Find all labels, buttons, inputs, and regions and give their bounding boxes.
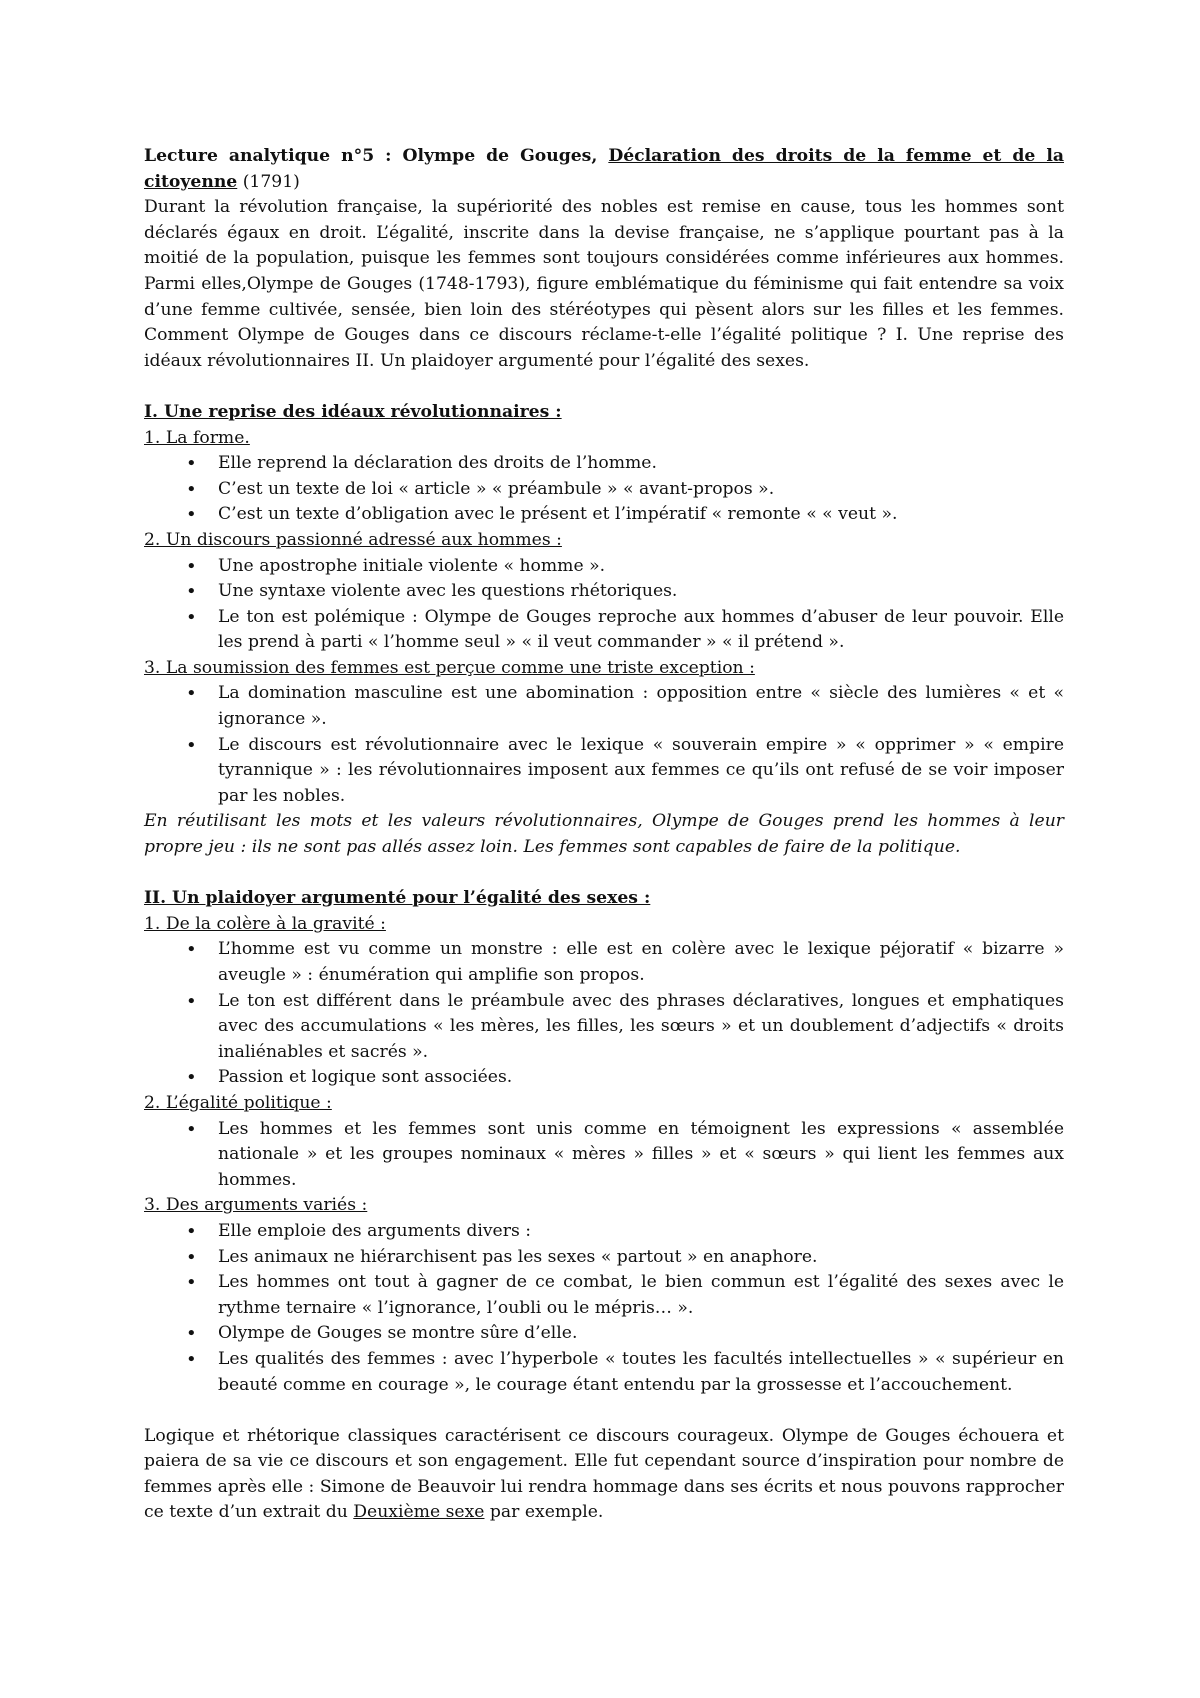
part1-section2-list (144, 554, 1064, 656)
spacer (144, 1398, 1064, 1424)
title-lead: Lecture analytique n°5 : Olympe de Gouges, (144, 146, 609, 166)
part2-section3-title: 3. Des arguments variés : (144, 1195, 368, 1216)
document-title (144, 144, 1064, 170)
part2-section2-title: 2. L’égalité politique : (144, 1092, 332, 1113)
list-item: • Une apostrophe initiale violente « homme ». (144, 554, 1064, 580)
part1-conclusion: En réutilisant les mots et les valeurs révolutionnaires, Olympe de Gouges prend les hommes à leur propre jeu : ils ne sont pas allés assez loin. Les femmes sont capables de faire de la politique. (144, 811, 1064, 858)
list-item: • Une syntaxe violente avec les questions rhétoriques. (144, 579, 1064, 605)
list-item: • Le discours est révolutionnaire avec le lexique « souverain empire » « opprimer » « empire tyrannique » : les révolutionnaires imposent aux femmes ce qu’ils ont refusé de se voir imposer par les nobles. (144, 733, 1064, 810)
part1-section3-list (144, 681, 1064, 809)
list-item: • Le ton est différent dans le préambule avec des phrases déclaratives, longues et emphatiques avec des accumulations « les mères, les filles, les sœurs » et un doublement d’adjectifs « droits inaliénables et sacrés ». (144, 989, 1064, 1066)
final-text: Logique et rhétorique classiques caractérisent ce discours courageux. Olympe de Gouges échouera et paiera de sa vie ce discours et son engagement. Elle fut cependant source d’inspiration pour nombre de femmes après elle : Simone de Beauvoir lui rendra hommage dans ses écrits et nous pouvons rapprocher ce texte d’un extrait du (144, 1425, 1064, 1523)
part2-heading: II. Un plaidoyer argumenté pour l’égalité des sexes : (144, 888, 651, 909)
part1-section1-list (144, 451, 1064, 528)
list-item: • Les animaux ne hiérarchisent pas les sexes « partout » en anaphore. (144, 1245, 1064, 1271)
list-item: • Passion et logique sont associées. (144, 1065, 1064, 1091)
list-item: • Elle emploie des arguments divers : (144, 1219, 1064, 1245)
part1-section3-title: 3. La soumission des femmes est perçue comme une triste exception : (144, 657, 755, 678)
part2-section2-list (144, 1117, 1064, 1194)
part1-section2-title: 2. Un discours passionné adressé aux hommes : (144, 529, 562, 550)
spacer (144, 861, 1064, 887)
title-year: (1791) (237, 171, 300, 192)
list-item: • Elle reprend la déclaration des droits de l’homme. (144, 451, 1064, 477)
part1-section1-title: 1. La forme. (144, 427, 250, 448)
list-item: • Les hommes ont tout à gagner de ce combat, le bien commun est l’égalité des sexes avec le rythme ternaire « l’ignorance, l’oubli ou le mépris… ». (144, 1270, 1064, 1321)
list-item: • Olympe de Gouges se montre sûre d’elle. (144, 1321, 1064, 1347)
list-item: • L’homme est vu comme un monstre : elle est en colère avec le lexique péjoratif « bizarre » aveugle » : énumération qui amplifie son propos. (144, 937, 1064, 988)
part1-heading: I. Une reprise des idéaux révolutionnaires : (144, 401, 562, 422)
document-page (144, 144, 1064, 1526)
part2-section3-list (144, 1219, 1064, 1398)
document-title-cont (144, 170, 1064, 196)
list-item: • La domination masculine est une abomination : opposition entre « siècle des lumières « et « ignorance ». (144, 681, 1064, 732)
list-item: • Les hommes et les femmes sont unis comme en témoignent les expressions « assemblée nationale » et les groupes nominaux « mères » filles » et « sœurs » qui lient les femmes aux hommes. (144, 1117, 1064, 1194)
title-work-line2: citoyenne (144, 171, 238, 192)
final-work-title: Deuxième sexe (353, 1502, 485, 1523)
title-work-line1: Déclaration des droits de la femme et de la (608, 146, 1064, 166)
final-tail: par exemple. (484, 1502, 604, 1523)
part2-section1-title: 1. De la colère à la gravité : (144, 913, 386, 934)
list-item: • Le ton est polémique : Olympe de Gouges reproche aux hommes d’abuser de leur pouvoir. Elle les prend à parti « l’homme seul » « il veut commander » « il prétend ». (144, 605, 1064, 656)
list-item: • Les qualités des femmes : avec l’hyperbole « toutes les facultés intellectuelles » « supérieur en beauté comme en courage », le courage étant entendu par la grossesse et l’accouchement. (144, 1347, 1064, 1398)
final-paragraph (144, 1424, 1064, 1526)
intro-paragraph: Durant la révolution française, la supériorité des nobles est remise en cause, tous les hommes sont déclarés égaux en droit. L’égalité, inscrite dans la devise française, ne s’applique pourtant pas à la moitié de la population, puisque les femmes sont toujours considérées comme inférieures aux hommes. Parmi elles,Olympe de Gouges (1748-1793), figure emblématique du féminisme qui fait entendre sa voix d’une femme cultivée, sensée, bien loin des stéréotypes qui pèsent alors sur les filles et les femmes. Comment Olympe de Gouges dans ce discours réclame-t-elle l’égalité politique ? I. Une reprise des idéaux révolutionnaires II. Un plaidoyer argumenté pour l’égalité des sexes. (144, 197, 1064, 371)
list-item: • C’est un texte de loi « article » « préambule » « avant-propos ». (144, 477, 1064, 503)
part2-section1-list (144, 937, 1064, 1091)
list-item: • C’est un texte d’obligation avec le présent et l’impératif « remonte « « veut ». (144, 502, 1064, 528)
spacer (144, 374, 1064, 400)
